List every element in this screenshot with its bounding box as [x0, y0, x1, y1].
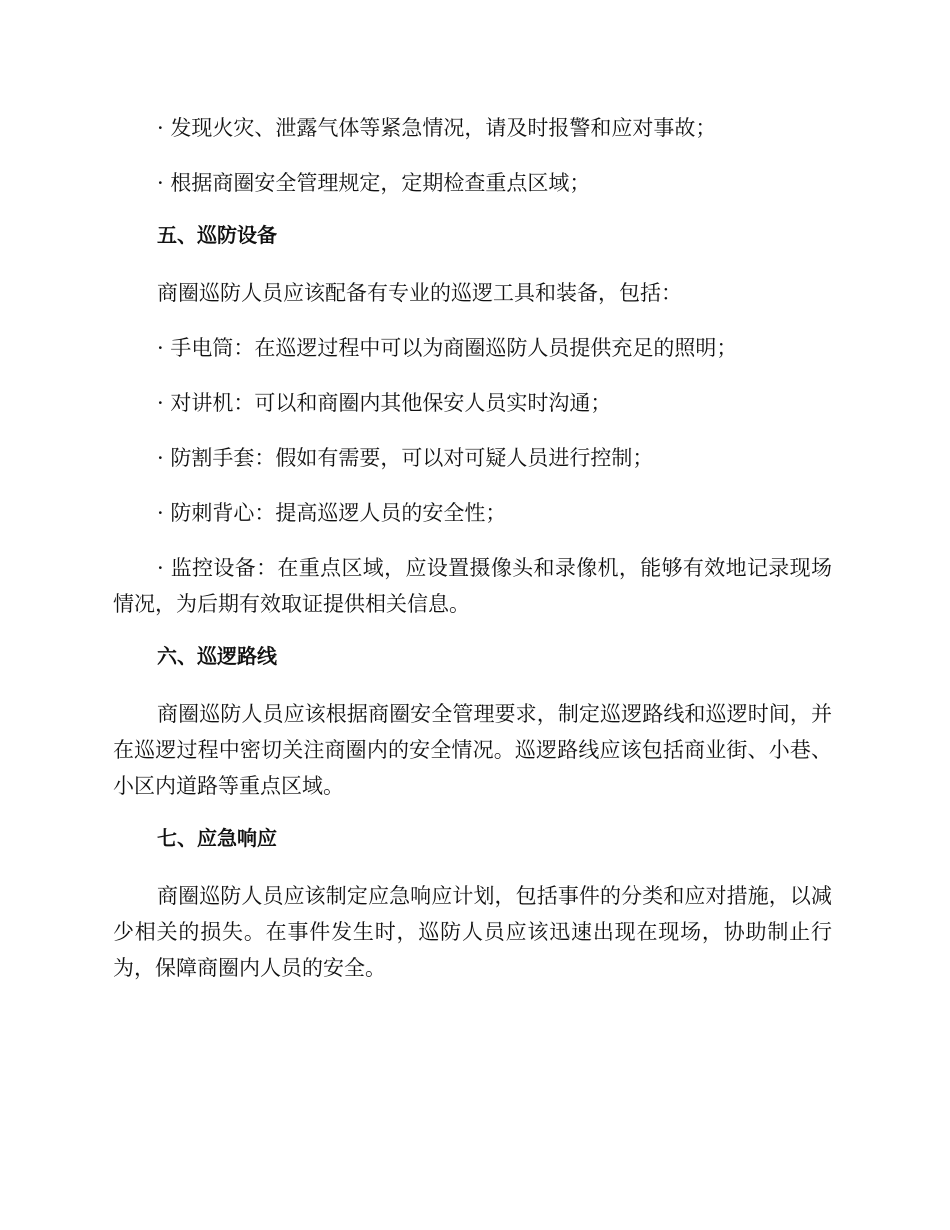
bullet-flashlight: · 手电筒：在巡逻过程中可以为商圈巡防人员提供充足的照明； — [157, 336, 738, 360]
route-body: 商圈巡防人员应该根据商圈安全管理要求，制定巡逻路线和巡逻时间，并在巡逻过程中密切关注商圈内的安全情况。巡逻路线应该包括商业街、小巷、小区内道路等重点区域。 — [113, 702, 832, 798]
section-heading-equipment: 五、巡防设备 — [157, 223, 277, 247]
bullet-fire-emergency: · 发现火灾、泄露气体等紧急情况，请及时报警和应对事故； — [157, 116, 717, 140]
bullet-surveillance: · 监控设备：在重点区域，应设置摄像头和录像机，能够有效地记录现场情况，为后期有效取证提供相关信息。 — [113, 556, 832, 616]
bullet-stab-vest: · 防刺背心：提高巡逻人员的安全性； — [157, 501, 507, 525]
section-heading-route: 六、巡逻路线 — [157, 644, 277, 668]
bullet-cut-resistant-gloves: · 防割手套：假如有需要，可以对可疑人员进行控制； — [157, 446, 654, 470]
bullet-walkie-talkie: · 对讲机：可以和商圈内其他保安人员实时沟通； — [157, 391, 612, 415]
equipment-intro: 商圈巡防人员应该配备有专业的巡逻工具和装备，包括： — [157, 281, 682, 305]
emergency-body: 商圈巡防人员应该制定应急响应计划，包括事件的分类和应对措施，以减少相关的损失。在事件发生时，巡防人员应该迅速出现在现场，协助制止行为，保障商圈内人员的安全。 — [113, 884, 832, 980]
bullet-regular-inspection: · 根据商圈安全管理规定，定期检查重点区域； — [157, 171, 591, 195]
section-heading-emergency: 七、应急响应 — [157, 826, 277, 850]
